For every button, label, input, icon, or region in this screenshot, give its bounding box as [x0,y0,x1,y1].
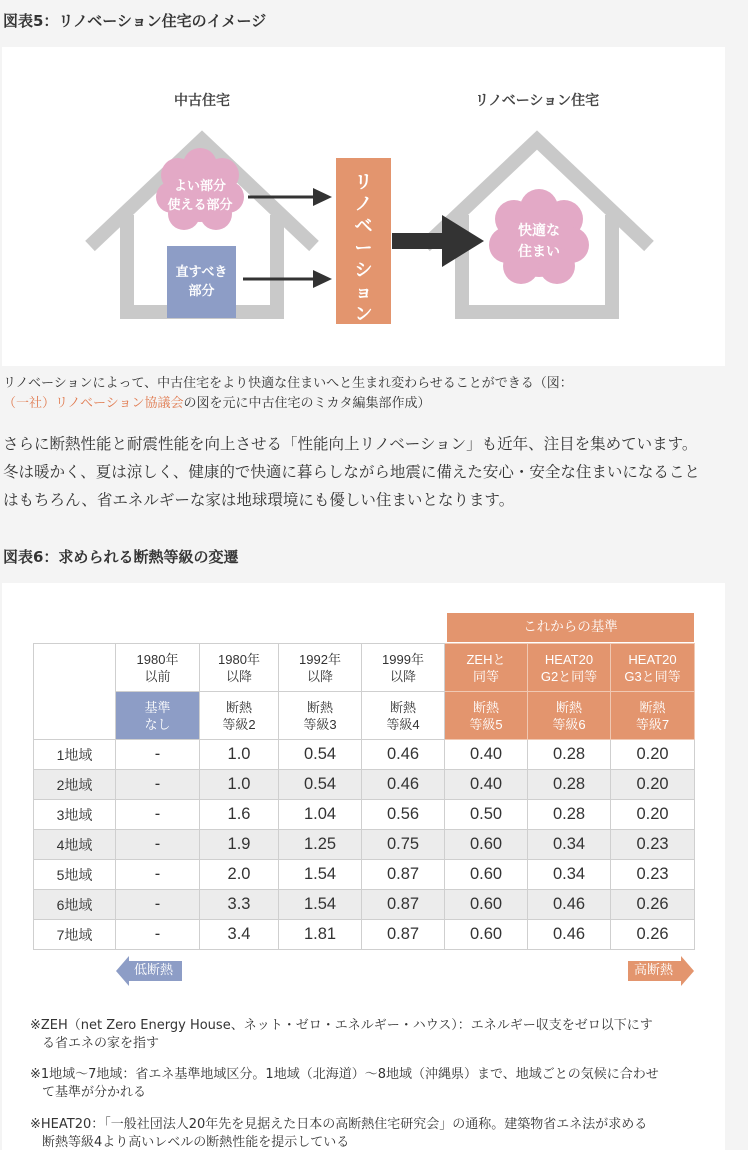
caption-line2-rest: の図を元に中古住宅のミカタ編集部作成） [183,396,431,411]
figure5-panel [2,47,725,366]
good-part-line2: 使える部分 [167,198,233,213]
grade-line: 断熱 [472,699,499,715]
era-line: 1980年 [136,651,179,667]
figure5-caption [3,374,573,414]
comfort-line1: 快適な [518,223,560,239]
grade-cell [445,692,528,740]
grade-line: 等級5 [469,716,503,732]
value-cell: 0.46 [362,740,445,770]
era-cell [200,644,279,692]
value-cell: 1.54 [279,860,362,890]
era-line: 同等 [472,668,499,684]
era-line: HEAT20 [628,651,677,667]
note-line: ※ZEH（net Zero Energy House、ネット・ゼロ・エネルギー・ハウス）：エネルギー収支をゼロ以下にす [30,1018,653,1033]
note-line: ※HEAT20：「一般社団法人20年先を見据えた日本の高断熱住宅研究会」の通称。建築物省エネ法が求める [30,1117,648,1132]
grade-line: 等級4 [386,716,420,732]
value-cell: 0.28 [528,800,611,830]
renovation-char: シ [354,260,373,281]
era-cell [445,644,528,692]
value-cell: 0.20 [611,800,695,830]
value-cell: 3.4 [200,920,279,950]
grade-line: 断熱 [639,699,666,715]
future-standard-header: これからの基準 [447,613,694,642]
value-cell: 0.20 [611,740,695,770]
value-cell: - [116,770,200,800]
note-line: る省エネの家を指す [42,1036,160,1051]
value-cell: 0.40 [445,770,528,800]
grade-line: なし [144,716,171,732]
grade-line: 等級7 [635,716,670,732]
era-cell [279,644,362,692]
era-line: 以降 [225,668,252,684]
renovation-char: ベ [354,216,373,237]
value-cell: 0.56 [362,800,445,830]
arrow-right-icon [243,270,332,288]
grade-row [34,692,695,740]
value-cell: - [116,920,200,950]
value-cell: 2.0 [200,860,279,890]
era-row [34,644,695,692]
fix-part-box [167,246,236,318]
value-cell: 3.3 [200,890,279,920]
note-line: て基準が分かれる [42,1085,147,1100]
era-line: 1992年 [299,651,341,667]
grade-line: 基準 [144,699,171,715]
table-row [34,800,695,830]
value-cell: 0.46 [362,770,445,800]
value-cell: - [116,800,200,830]
era-cell [611,644,695,692]
note [30,1017,653,1053]
value-cell: 1.9 [200,830,279,860]
value-cell: 1.0 [200,740,279,770]
value-cell: - [116,830,200,860]
body-paragraph [3,430,700,514]
value-cell: 0.40 [445,740,528,770]
value-cell: 1.6 [200,800,279,830]
note-line: ※1地域〜7地域：省エネ基準地域区分。1地域（北海道）〜8地域（沖縄県）まで、地域ごとの気候に合わせ [30,1067,659,1082]
table-row [34,890,695,920]
value-cell: 0.46 [528,920,611,950]
value-cell: 0.20 [611,770,695,800]
high-insulation-label: 高断熱 [634,963,674,978]
table-row [34,740,695,770]
value-cell: 0.60 [445,860,528,890]
renovation-char: ン [354,304,373,325]
grade-line: 断熱 [389,699,416,715]
value-cell: 0.34 [528,830,611,860]
note [30,1116,647,1150]
low-insulation-label: 低断熱 [134,963,174,978]
renovation-char: ョ [354,282,373,303]
caption-line2 [3,394,573,414]
era-line: G2と同等 [540,668,598,684]
high-insulation-arrow [628,956,694,986]
renovation-diagram [2,47,725,366]
era-line: 以降 [389,668,416,684]
region-cell: 7地域 [34,920,116,950]
value-cell: 0.60 [445,920,528,950]
table-row [34,770,695,800]
value-cell: 0.23 [611,860,695,890]
grade-line: 断熱 [306,699,333,715]
table-row [34,920,695,950]
era-line: 以降 [306,668,333,684]
caption-source-link[interactable]: （一社）リノベーション協議会 [3,396,184,411]
corner-cell [34,644,116,740]
grade-cell [116,692,200,740]
figure5-title: 図表5：リノベーション住宅のイメージ [3,12,267,30]
grade-cell [279,692,362,740]
value-cell: 0.50 [445,800,528,830]
era-line: 1999年 [382,651,424,667]
region-cell: 5地域 [34,860,116,890]
value-cell: - [116,890,200,920]
renovation-char: リ [354,172,373,193]
good-part-line1: よい部分 [173,179,227,194]
caption-line1: リノベーションによって、中古住宅をより快適な住まいへと生まれ変わらせることができる（図： [3,376,573,391]
value-cell: 0.28 [528,770,611,800]
era-line: ZEHと [466,651,506,667]
old-house-label: 中古住宅 [174,93,230,109]
body-line: 冬は暖かく、夏は涼しく、健康的で快適に暮らしながら地震に備えた安心・安全な住まいになること [3,463,700,481]
grade-cell [362,692,445,740]
era-cell [362,644,445,692]
region-cell: 4地域 [34,830,116,860]
comfort-line2: 住まい [518,244,560,260]
grade-line: 等級2 [222,716,256,732]
table-row [34,830,695,860]
grade-cell [528,692,611,740]
value-cell: 0.87 [362,860,445,890]
table-row [34,860,695,890]
renovation-char: ー [354,238,373,259]
value-cell: 0.26 [611,890,695,920]
value-cell: 0.46 [528,890,611,920]
region-cell: 3地域 [34,800,116,830]
fix-part-line2: 部分 [188,284,215,299]
value-cell: 0.87 [362,920,445,950]
value-cell: 0.28 [528,740,611,770]
body-line: はもちろん、省エネルギーな家は地球環境にも優しい住まいとなります。 [3,491,515,509]
value-cell: 1.0 [200,770,279,800]
value-cell: - [116,860,200,890]
era-line: 以前 [144,668,171,684]
value-cell: 0.60 [445,830,528,860]
grade-line: 等級3 [303,716,337,732]
value-cell: 1.25 [279,830,362,860]
value-cell: 0.54 [279,740,362,770]
insulation-table [33,643,695,950]
note-line: 断熱等級4より高いレベルの断熱性能を提示している [42,1135,350,1150]
low-insulation-arrow [116,956,182,986]
region-cell: 2地域 [34,770,116,800]
renovated-house-label: リノベーション住宅 [474,93,600,109]
grade-cell [200,692,279,740]
grade-cell [611,692,695,740]
note [30,1066,659,1102]
renovation-char: ノ [354,194,373,215]
value-cell: 1.81 [279,920,362,950]
figure6-title: 図表6：求められる断熱等級の変遷 [3,548,239,566]
value-cell: 0.60 [445,890,528,920]
renovation-vertical-label [355,172,373,325]
era-line: 1980年 [218,651,260,667]
value-cell: - [116,740,200,770]
value-cell: 0.26 [611,920,695,950]
value-cell: 1.04 [279,800,362,830]
value-cell: 0.87 [362,890,445,920]
value-cell: 0.23 [611,830,695,860]
era-cell [116,644,200,692]
region-cell: 1地域 [34,740,116,770]
value-cell: 0.75 [362,830,445,860]
era-cell [528,644,611,692]
value-cell: 1.54 [279,890,362,920]
era-line: HEAT20 [544,651,594,667]
body-line: さらに断熱性能と耐震性能を向上させる「性能向上リノベーション」も近年、注目を集めています。 [3,435,698,453]
value-cell: 0.54 [279,770,362,800]
grade-line: 断熱 [555,699,582,715]
era-line: G3と同等 [624,668,681,684]
grade-line: 等級6 [552,716,586,732]
big-arrow-icon [392,215,484,267]
fix-part-line1: 直すべき [175,265,228,280]
region-cell: 6地域 [34,890,116,920]
grade-line: 断熱 [225,699,252,715]
value-cell: 0.34 [528,860,611,890]
